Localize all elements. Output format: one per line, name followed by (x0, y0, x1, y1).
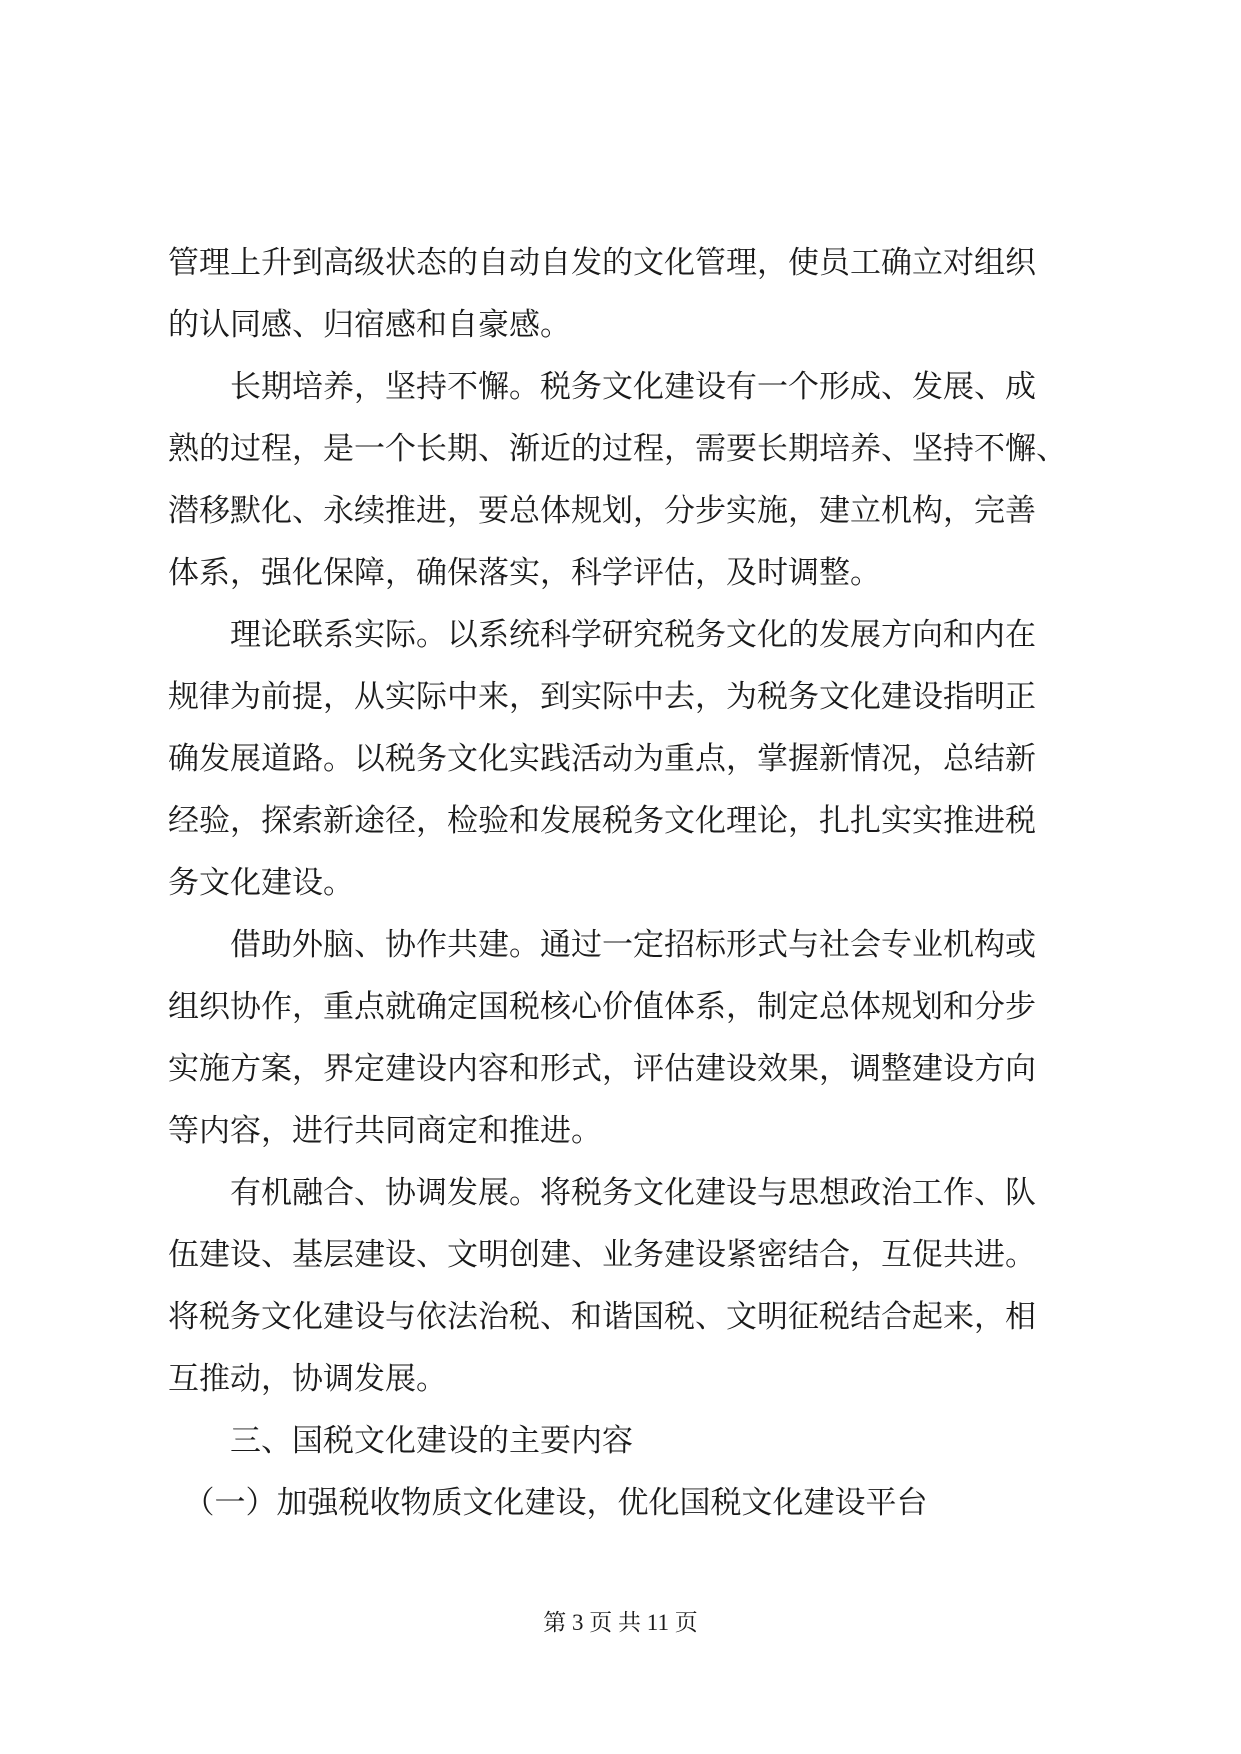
text-line: 理论联系实际。以系统科学研究税务文化的发展方向和内在 (168, 617, 1036, 653)
text-line: 务文化建设。 (168, 865, 354, 901)
text-line: 体系，强化保障，确保落实，科学评估，及时调整。 (168, 555, 881, 591)
text-line: 经验，探索新途径，检验和发展税务文化理论，扎扎实实推进税 (168, 803, 1036, 839)
text-line: 将税务文化建设与依法治税、和谐国税、文明征税结合起来，相 (168, 1299, 1036, 1335)
paragraph-3 (168, 604, 1088, 914)
text-line: 互推动，协调发展。 (168, 1361, 447, 1397)
paragraph-4 (168, 914, 1088, 1162)
text-line: 组织协作，重点就确定国税核心价值体系，制定总体规划和分步 (168, 989, 1036, 1025)
text-line: 借助外脑、协作共建。通过一定招标形式与社会专业机构或 (168, 927, 1036, 963)
text-line: 确发展道路。以税务文化实践活动为重点，掌握新情况，总结新 (168, 741, 1036, 777)
text-line: 长期培养，坚持不懈。税务文化建设有一个形成、发展、成 (168, 369, 1036, 405)
paragraph-2 (168, 356, 1088, 604)
heading-line: 三、国税文化建设的主要内容 (168, 1423, 633, 1459)
subsection-heading (168, 1472, 1088, 1534)
text-line: 等内容，进行共同商定和推进。 (168, 1113, 602, 1149)
document-body (168, 232, 1088, 1534)
section-heading (168, 1410, 1088, 1472)
text-line: 熟的过程，是一个长期、渐近的过程，需要长期培养、坚持不懈、 (168, 431, 1067, 467)
text-line: 实施方案，界定建设内容和形式，评估建设效果，调整建设方向 (168, 1051, 1036, 1087)
text-line: 管理上升到高级状态的自动自发的文化管理，使员工确立对组织 (168, 245, 1036, 281)
subheading-line: （一）加强税收物质文化建设，优化国税文化建设平台 (168, 1485, 928, 1521)
text-line: 伍建设、基层建设、文明创建、业务建设紧密结合，互促共进。 (168, 1237, 1036, 1273)
page-number-footer: 第 3 页 共 11 页 (543, 1610, 698, 1635)
paragraph-5 (168, 1162, 1088, 1410)
text-line: 规律为前提，从实际中来，到实际中去，为税务文化建设指明正 (168, 679, 1036, 715)
text-line: 的认同感、归宿感和自豪感。 (168, 307, 571, 343)
paragraph-1 (168, 232, 1088, 356)
text-line: 有机融合、协调发展。将税务文化建设与思想政治工作、队 (168, 1175, 1036, 1211)
text-line: 潜移默化、永续推进，要总体规划，分步实施，建立机构，完善 (168, 493, 1036, 529)
